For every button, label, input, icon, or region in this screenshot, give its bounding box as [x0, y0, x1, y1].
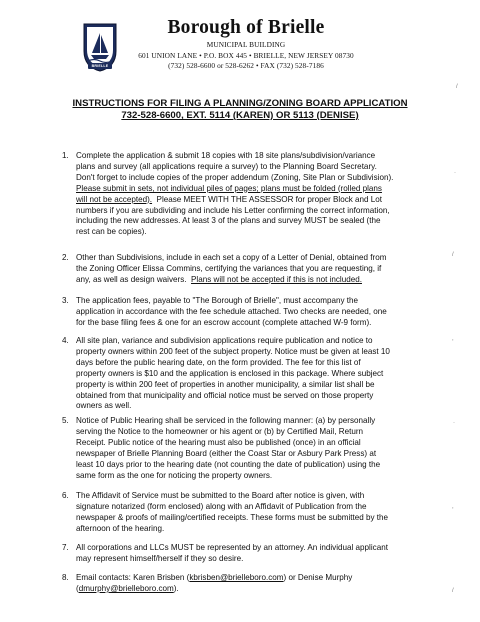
item-line: including the new addresses. At least 3 of the plans and survey MUST be sealed (the	[76, 216, 381, 226]
heading-title: INSTRUCTIONS FOR FILING A PLANNING/ZONING BOARD APPLICATION	[72, 98, 408, 109]
scan-mark: /	[452, 588, 454, 594]
scan-mark: /	[456, 84, 458, 90]
scan-mark: ·	[453, 420, 455, 426]
item-line: same form as the one for noticing the property owners.	[76, 470, 273, 480]
item-line: Please MEET WITH THE ASSESSOR for proper Block and Lot	[156, 194, 383, 204]
email-link-denise[interactable]: dmurphy@brielleboro.com	[78, 583, 174, 593]
item-line: ) or Denise Murphy	[283, 573, 353, 582]
item-line: afternoon of the hearing.	[76, 523, 165, 533]
item-line: All corporations and LLCs MUST be represented by an attorney. An individual applicant	[76, 543, 388, 552]
item-line: signature notarized (form enclosed) along with an Affidavit of Publication from the	[76, 501, 367, 511]
item-line: any, as well as design waivers.	[76, 274, 187, 284]
item-line: owners as well.	[76, 401, 132, 411]
item-text	[76, 253, 386, 286]
item-text	[76, 296, 387, 329]
item-line: newspaper of Brielle Planning Board (either the Coast Star or Asbury Park Press) at	[76, 448, 377, 458]
item-line-underlined: Plans will not be accepted if this is not included.	[191, 274, 362, 284]
building-line: MUNICIPAL BUILDING	[206, 40, 286, 49]
item-line: Other than Subdivisions, include in each set a copy of a Letter of Denial, obtained from	[76, 253, 387, 262]
item-line: newspaper & proofs of mailing/certified receipts. These forms must be submitted by the	[76, 512, 389, 522]
item-line: Complete the application & submit 18 copies with 18 site plans/subdivision/variance	[76, 151, 376, 160]
phone-line: (732) 528-6600 or 528-6262 • FAX (732) 528-7186	[168, 61, 324, 70]
item-number: 7.	[62, 543, 69, 552]
item-text	[76, 491, 388, 535]
item-number: 6.	[62, 491, 69, 500]
item-line: the Zoning Officer Elissa Commins, certifying the variances that you are requesting, if	[76, 263, 382, 273]
item-number: 5.	[62, 416, 69, 425]
item-number: 1.	[62, 151, 69, 160]
item-line: All site plan, variance and subdivision applications require publication and notice to	[76, 336, 373, 345]
seal-text: BRIELLE	[91, 64, 109, 68]
scan-mark: /	[452, 252, 454, 258]
scan-mark: ·	[454, 170, 456, 176]
item-line: property is within 200 feet of properties in another municipality, a similar list shall be	[76, 379, 375, 389]
item-line: Receipt. Public notice of the hearing must also be published (once) in an official	[76, 437, 361, 447]
item-line: application in accordance with the fee schedule attached. Two checks are needed, one	[76, 306, 387, 316]
item-text	[76, 336, 390, 412]
item-line: ).	[173, 583, 179, 593]
item-line: for the base filing fees & one for an escrow account (complete attached W-9 form).	[76, 317, 372, 327]
borough-title: Borough of Brielle	[167, 17, 325, 38]
item-line: rest can be copies).	[76, 227, 147, 237]
item-line: least 10 days prior to the hearing date (not counting the date of publication) using the	[76, 459, 381, 469]
address-line: 601 UNION LANE • P.O. BOX 445 • BRIELLE, NEW JERSEY 08730	[138, 50, 354, 60]
item-line: Email contacts: Karen Brisben (	[76, 573, 190, 582]
item-line: obtained from that municipality and official notice must be served on those property	[76, 390, 374, 400]
item-number: 4.	[62, 336, 69, 345]
item-text	[76, 151, 393, 238]
item-line: plans and survey (all applications require a survey) to the Planning Board Secretary.	[76, 161, 377, 171]
item-text: Email contacts: Karen Brisben (kbrisben@brielleboro.com) or Denise Murphy (dmurphy@brielleboro.com).	[76, 573, 353, 593]
item-number: 3.	[62, 296, 69, 305]
item-text	[76, 543, 388, 565]
item-line: days before the public hearing date, on the form provided. The fee for this list of	[76, 357, 361, 367]
letterhead	[120, 16, 372, 72]
email-link-karen[interactable]: kbrisben@brielleboro.com	[189, 573, 284, 582]
item-line: The application fees, payable to "The Borough of Brielle", must accompany the	[76, 296, 358, 305]
item-line-underlined: will not be accepted).	[76, 194, 153, 204]
item-number: 2.	[62, 253, 69, 262]
scan-mark: ,	[452, 504, 454, 510]
item-line: Don't forget to include copies of the proper addendum (Zoning, Site Plan or Subdivision).	[76, 172, 394, 182]
item-line: Notice of Public Hearing shall be serviced in the following manner: (a) by personally	[76, 416, 376, 425]
item-line: numbers if you are subdividing and include his Letter confirming the correct information,	[76, 205, 390, 215]
item-line: The Affidavit of Service must be submitted to the Board after notice is given, with	[76, 491, 365, 500]
item-number: 8.	[62, 573, 69, 582]
scan-mark: ,	[452, 336, 454, 342]
item-text	[76, 416, 380, 481]
item-line-underlined: Please submit in sets, not individual piles of pages; plans must be folded (rolled plans	[76, 183, 382, 193]
heading-phone: 732-528-6600, EXT. 5114 (KAREN) OR 5113 (DENISE)	[121, 110, 359, 121]
document-heading	[0, 98, 480, 122]
item-line: property owners is $10 and the application is enclosed in this package. Where subject	[76, 368, 384, 378]
item-line: serving the Notice to the homeowner or his agent or (b) by Certified Mail, Return	[76, 426, 364, 436]
item-line: property owners within 200 feet of the subject property. Notice must be given at least 10	[76, 346, 390, 356]
item-line: may represent himself/herself if they so desire.	[76, 553, 244, 563]
